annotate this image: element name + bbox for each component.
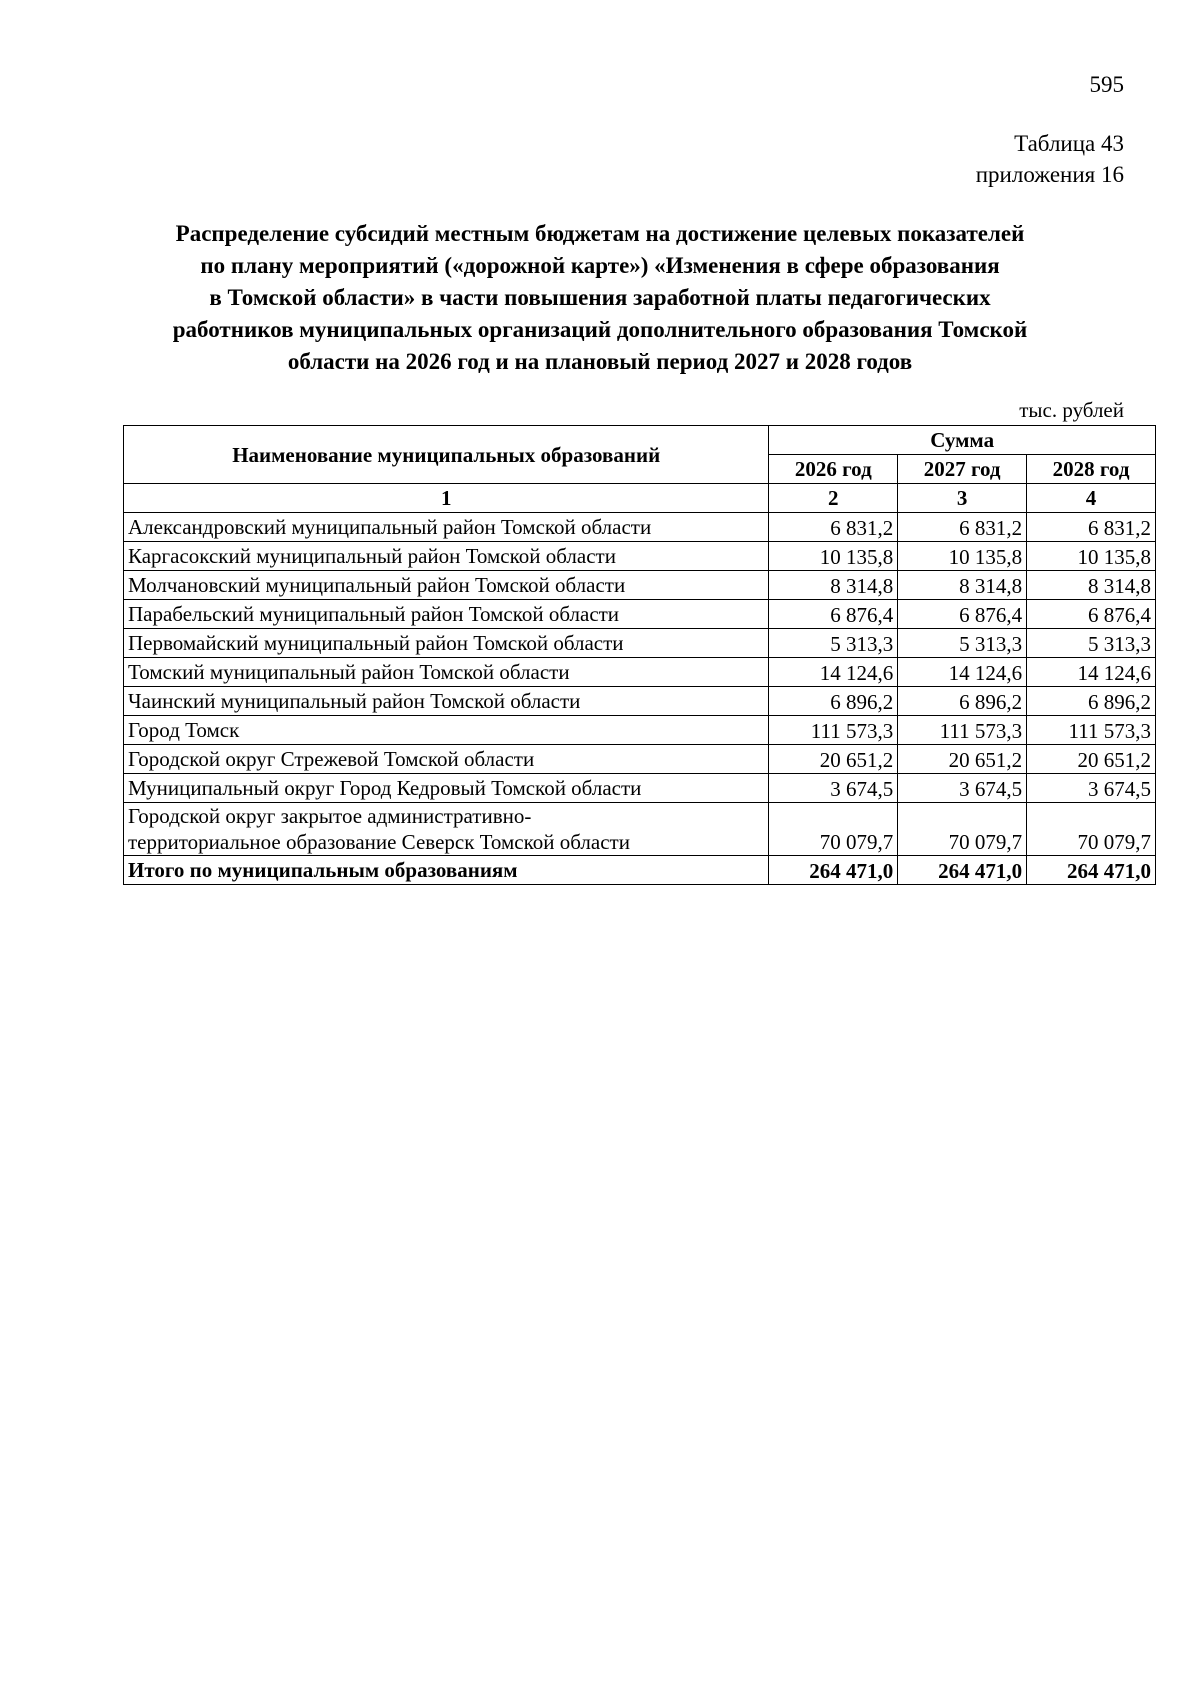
amount-2026: 6 876,4 [769,600,898,629]
municipality-name: Городской округ Стрежевой Томской области [124,745,769,774]
amount-2028: 70 079,7 [1027,803,1156,856]
units-label: тыс. рублей [1019,398,1124,422]
amount-2028: 3 674,5 [1027,774,1156,803]
amount-2027: 111 573,3 [898,716,1027,745]
amount-2028: 10 135,8 [1027,542,1156,571]
header-sum: Сумма [769,426,1156,455]
amount-2027: 10 135,8 [898,542,1027,571]
title-line: по плану мероприятий («дорожной карте») «Изменения в сфере образования [200,253,1000,278]
municipality-name: Чаинский муниципальный район Томской области [124,687,769,716]
page-number: 595 [1089,72,1124,97]
title-line: Распределение субсидий местным бюджетам на достижение целевых показателей [175,221,1025,246]
column-number: 1 [124,484,769,513]
table-row [124,687,1156,716]
column-number: 2 [769,484,898,513]
header-year: 2027 год [898,455,1027,484]
amount-2027: 20 651,2 [898,745,1027,774]
table-row [124,745,1156,774]
amount-2028: 5 313,3 [1027,629,1156,658]
amount-2026: 6 831,2 [769,513,898,542]
document-title [100,218,1100,378]
amount-2028: 14 124,6 [1027,658,1156,687]
table-row-seversk [124,803,1156,856]
total-2026: 264 471,0 [769,856,898,885]
total-2027: 264 471,0 [898,856,1027,885]
header-row [124,426,1156,455]
subsidies-table [123,425,1156,885]
municipality-name [124,803,769,856]
total-row [124,856,1156,885]
amount-2027: 5 313,3 [898,629,1027,658]
title-line: работников муниципальных организаций дополнительного образования Томской [172,317,1028,342]
title-line: в Томской области» в части повышения заработной платы педагогических [209,285,991,310]
amount-2026: 8 314,8 [769,571,898,600]
municipality-name: Томский муниципальный район Томской области [124,658,769,687]
name-line: территориальное образование Северск Томской области [128,830,630,854]
amount-2026: 6 896,2 [769,687,898,716]
amount-2028: 8 314,8 [1027,571,1156,600]
amount-2028: 6 831,2 [1027,513,1156,542]
header-year: 2026 год [769,455,898,484]
column-number: 3 [898,484,1027,513]
municipality-name: Молчановский муниципальный район Томской области [124,571,769,600]
amount-2026: 3 674,5 [769,774,898,803]
table-row [124,513,1156,542]
amount-2027: 8 314,8 [898,571,1027,600]
amount-2028: 6 876,4 [1027,600,1156,629]
amount-2026: 5 313,3 [769,629,898,658]
table-row [124,774,1156,803]
amount-2027: 3 674,5 [898,774,1027,803]
municipality-name: Муниципальный округ Город Кедровый Томской области [124,774,769,803]
table-ref-line1: Таблица 43 [1014,131,1124,156]
amount-2026: 10 135,8 [769,542,898,571]
municipality-name: Первомайский муниципальный район Томской области [124,629,769,658]
municipality-name: Город Томск [124,716,769,745]
table-ref-line2: приложения 16 [975,162,1124,187]
title-line: области на 2026 год и на плановый период 2027 и 2028 годов [287,349,913,374]
amount-2026: 14 124,6 [769,658,898,687]
amount-2027: 14 124,6 [898,658,1027,687]
municipality-name: Парабельский муниципальный район Томской области [124,600,769,629]
amount-2027: 6 876,4 [898,600,1027,629]
amount-2026: 111 573,3 [769,716,898,745]
amount-2026: 20 651,2 [769,745,898,774]
table-row [124,571,1156,600]
column-number: 4 [1027,484,1156,513]
table-row [124,716,1156,745]
name-line: Городской округ закрытое административно- [128,804,532,828]
table-reference [976,128,1124,190]
header-name: Наименование муниципальных образований [124,426,769,484]
amount-2028: 6 896,2 [1027,687,1156,716]
total-2028: 264 471,0 [1027,856,1156,885]
table-row [124,600,1156,629]
column-number-row [124,484,1156,513]
amount-2026: 70 079,7 [769,803,898,856]
municipality-name: Каргасокский муниципальный район Томской области [124,542,769,571]
total-label: Итого по муниципальным образованиям [124,856,769,885]
amount-2028: 111 573,3 [1027,716,1156,745]
amount-2027: 70 079,7 [898,803,1027,856]
amount-2028: 20 651,2 [1027,745,1156,774]
table-row [124,542,1156,571]
table-row [124,658,1156,687]
header-year: 2028 год [1027,455,1156,484]
amount-2027: 6 831,2 [898,513,1027,542]
amount-2027: 6 896,2 [898,687,1027,716]
municipality-name: Александровский муниципальный район Томской области [124,513,769,542]
table-row [124,629,1156,658]
